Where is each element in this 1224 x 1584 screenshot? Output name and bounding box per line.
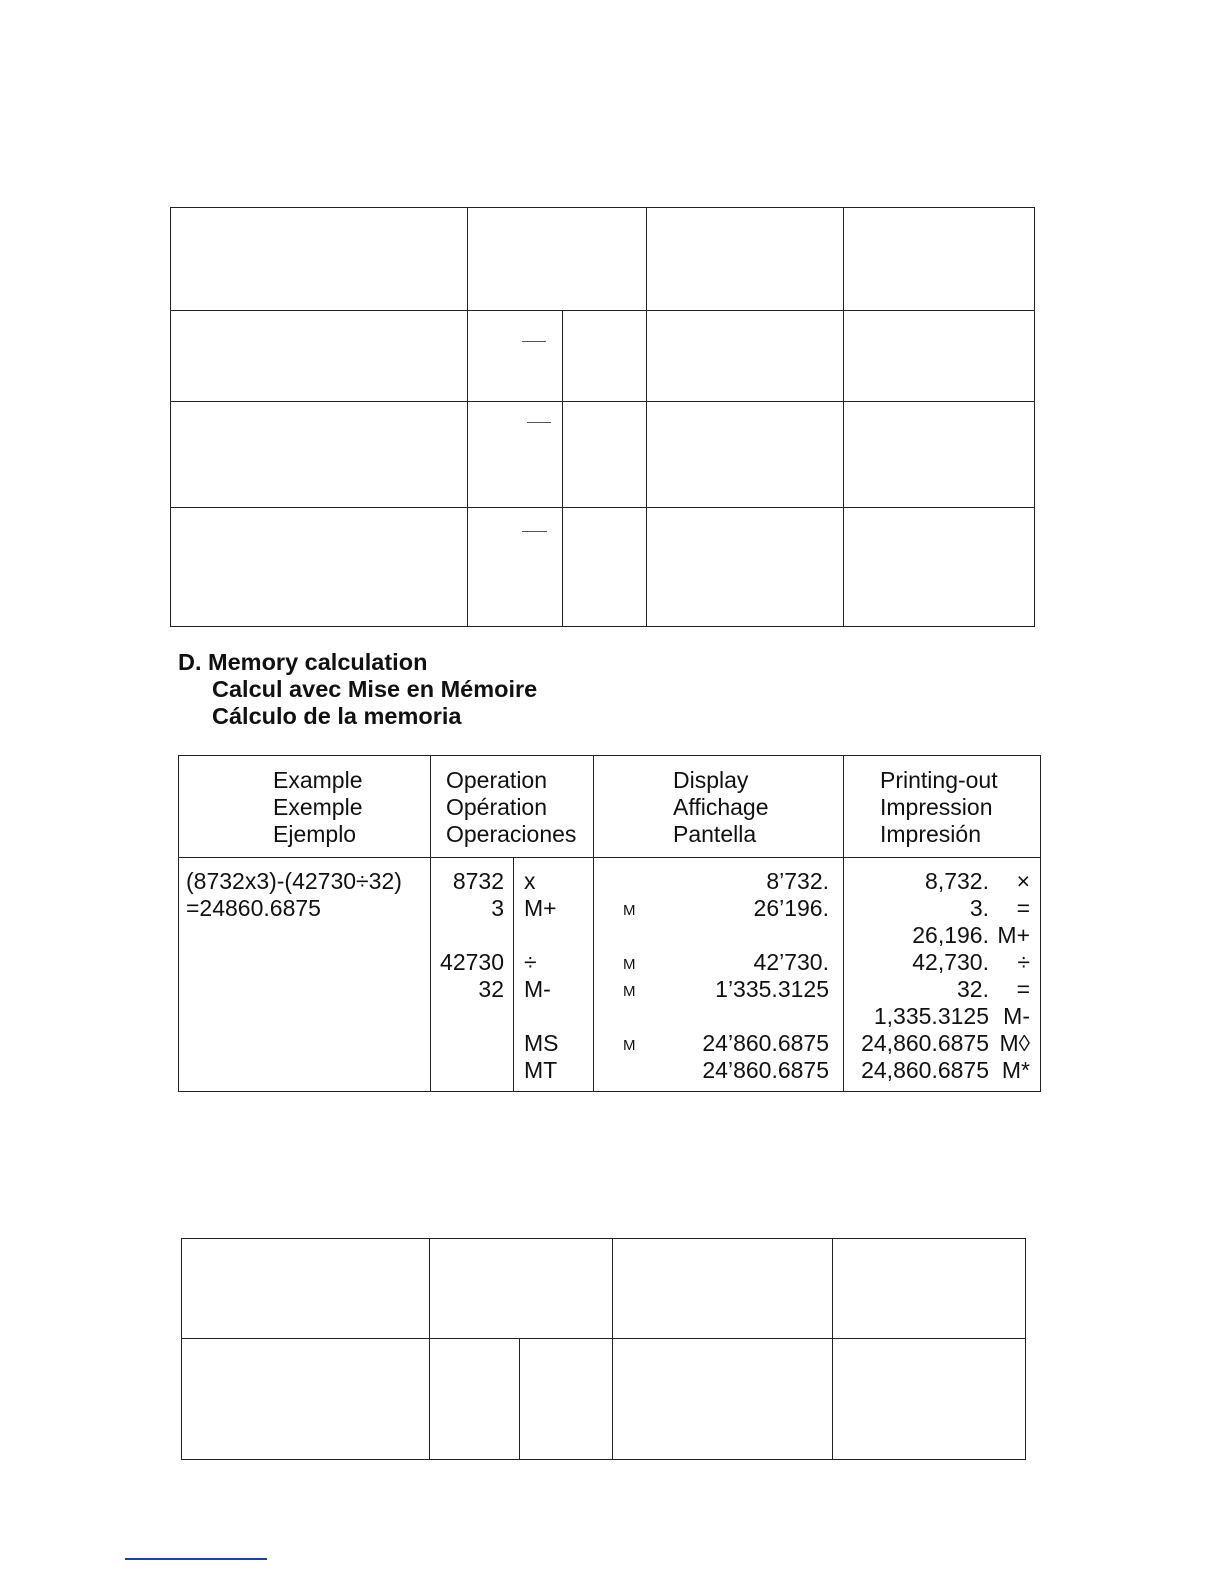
- header-display-es: Pantella: [673, 821, 757, 847]
- operation-key: x: [524, 868, 536, 894]
- print-symbol: M*: [1001, 1057, 1030, 1083]
- print-value: 24,860.6875: [861, 1030, 989, 1056]
- example-result: =24860.6875: [186, 895, 321, 921]
- display-value: 8’732.: [766, 868, 829, 894]
- print-value: 24,860.6875: [861, 1057, 989, 1083]
- header-display-en: Display: [673, 767, 749, 793]
- print-value: 26,196.: [912, 922, 989, 948]
- print-symbol: M◊: [999, 1030, 1030, 1056]
- operation-key: M+: [524, 895, 557, 921]
- header-printing-es: Impresión: [880, 821, 981, 847]
- operation-number: 32: [478, 976, 504, 1002]
- operation-number: 3: [491, 895, 504, 921]
- header-example-en: Example: [273, 767, 363, 793]
- print-symbol: =: [1016, 895, 1030, 921]
- operation-key: MT: [524, 1057, 558, 1083]
- print-symbol: M+: [997, 922, 1030, 948]
- section-subtitle-es: Cálculo de la memoria: [212, 703, 462, 729]
- section-subtitle-fr: Calcul avec Mise en Mémoire: [212, 676, 538, 702]
- print-value: 3.: [969, 895, 989, 921]
- header-operation-fr: Opération: [446, 794, 548, 820]
- section-title: D. Memory calculation: [178, 649, 428, 675]
- header-operation-es: Operaciones: [446, 821, 577, 847]
- display-value: 26’196.: [753, 895, 829, 921]
- memory-indicator: M: [623, 956, 636, 973]
- display-value: 1’335.3125: [715, 976, 829, 1002]
- display-value: 24’860.6875: [702, 1030, 829, 1056]
- operation-key: M-: [524, 976, 551, 1002]
- memory-indicator: M: [623, 983, 636, 1000]
- header-display-fr: Affichage: [673, 794, 769, 820]
- print-symbol: M-: [1003, 1003, 1030, 1029]
- print-symbol: ÷: [1017, 949, 1030, 975]
- header-example-es: Ejemplo: [273, 821, 357, 847]
- footer-divider: [125, 1558, 267, 1560]
- header-printing-fr: Impression: [880, 794, 993, 820]
- operation-key: MS: [524, 1030, 559, 1056]
- operation-number: 8732: [452, 868, 504, 894]
- display-value: 24’860.6875: [702, 1057, 829, 1083]
- display-value: 42’730.: [753, 949, 829, 975]
- print-value: 42,730.: [912, 949, 989, 975]
- print-symbol: =: [1016, 976, 1030, 1002]
- memory-indicator: M: [623, 902, 636, 919]
- header-operation-en: Operation: [446, 767, 548, 793]
- header-printing-en: Printing-out: [880, 767, 998, 793]
- print-value: 32.: [957, 976, 989, 1002]
- print-value: 1,335.3125: [873, 1003, 989, 1029]
- print-value: 8,732.: [925, 868, 989, 894]
- print-symbol: ×: [1016, 868, 1030, 894]
- example-expression: (8732x3)-(42730÷32): [186, 868, 402, 894]
- memory-indicator: M: [623, 1037, 636, 1054]
- header-example-fr: Exemple: [273, 794, 363, 820]
- operation-key: ÷: [524, 949, 537, 975]
- operation-number: 42730: [440, 949, 504, 975]
